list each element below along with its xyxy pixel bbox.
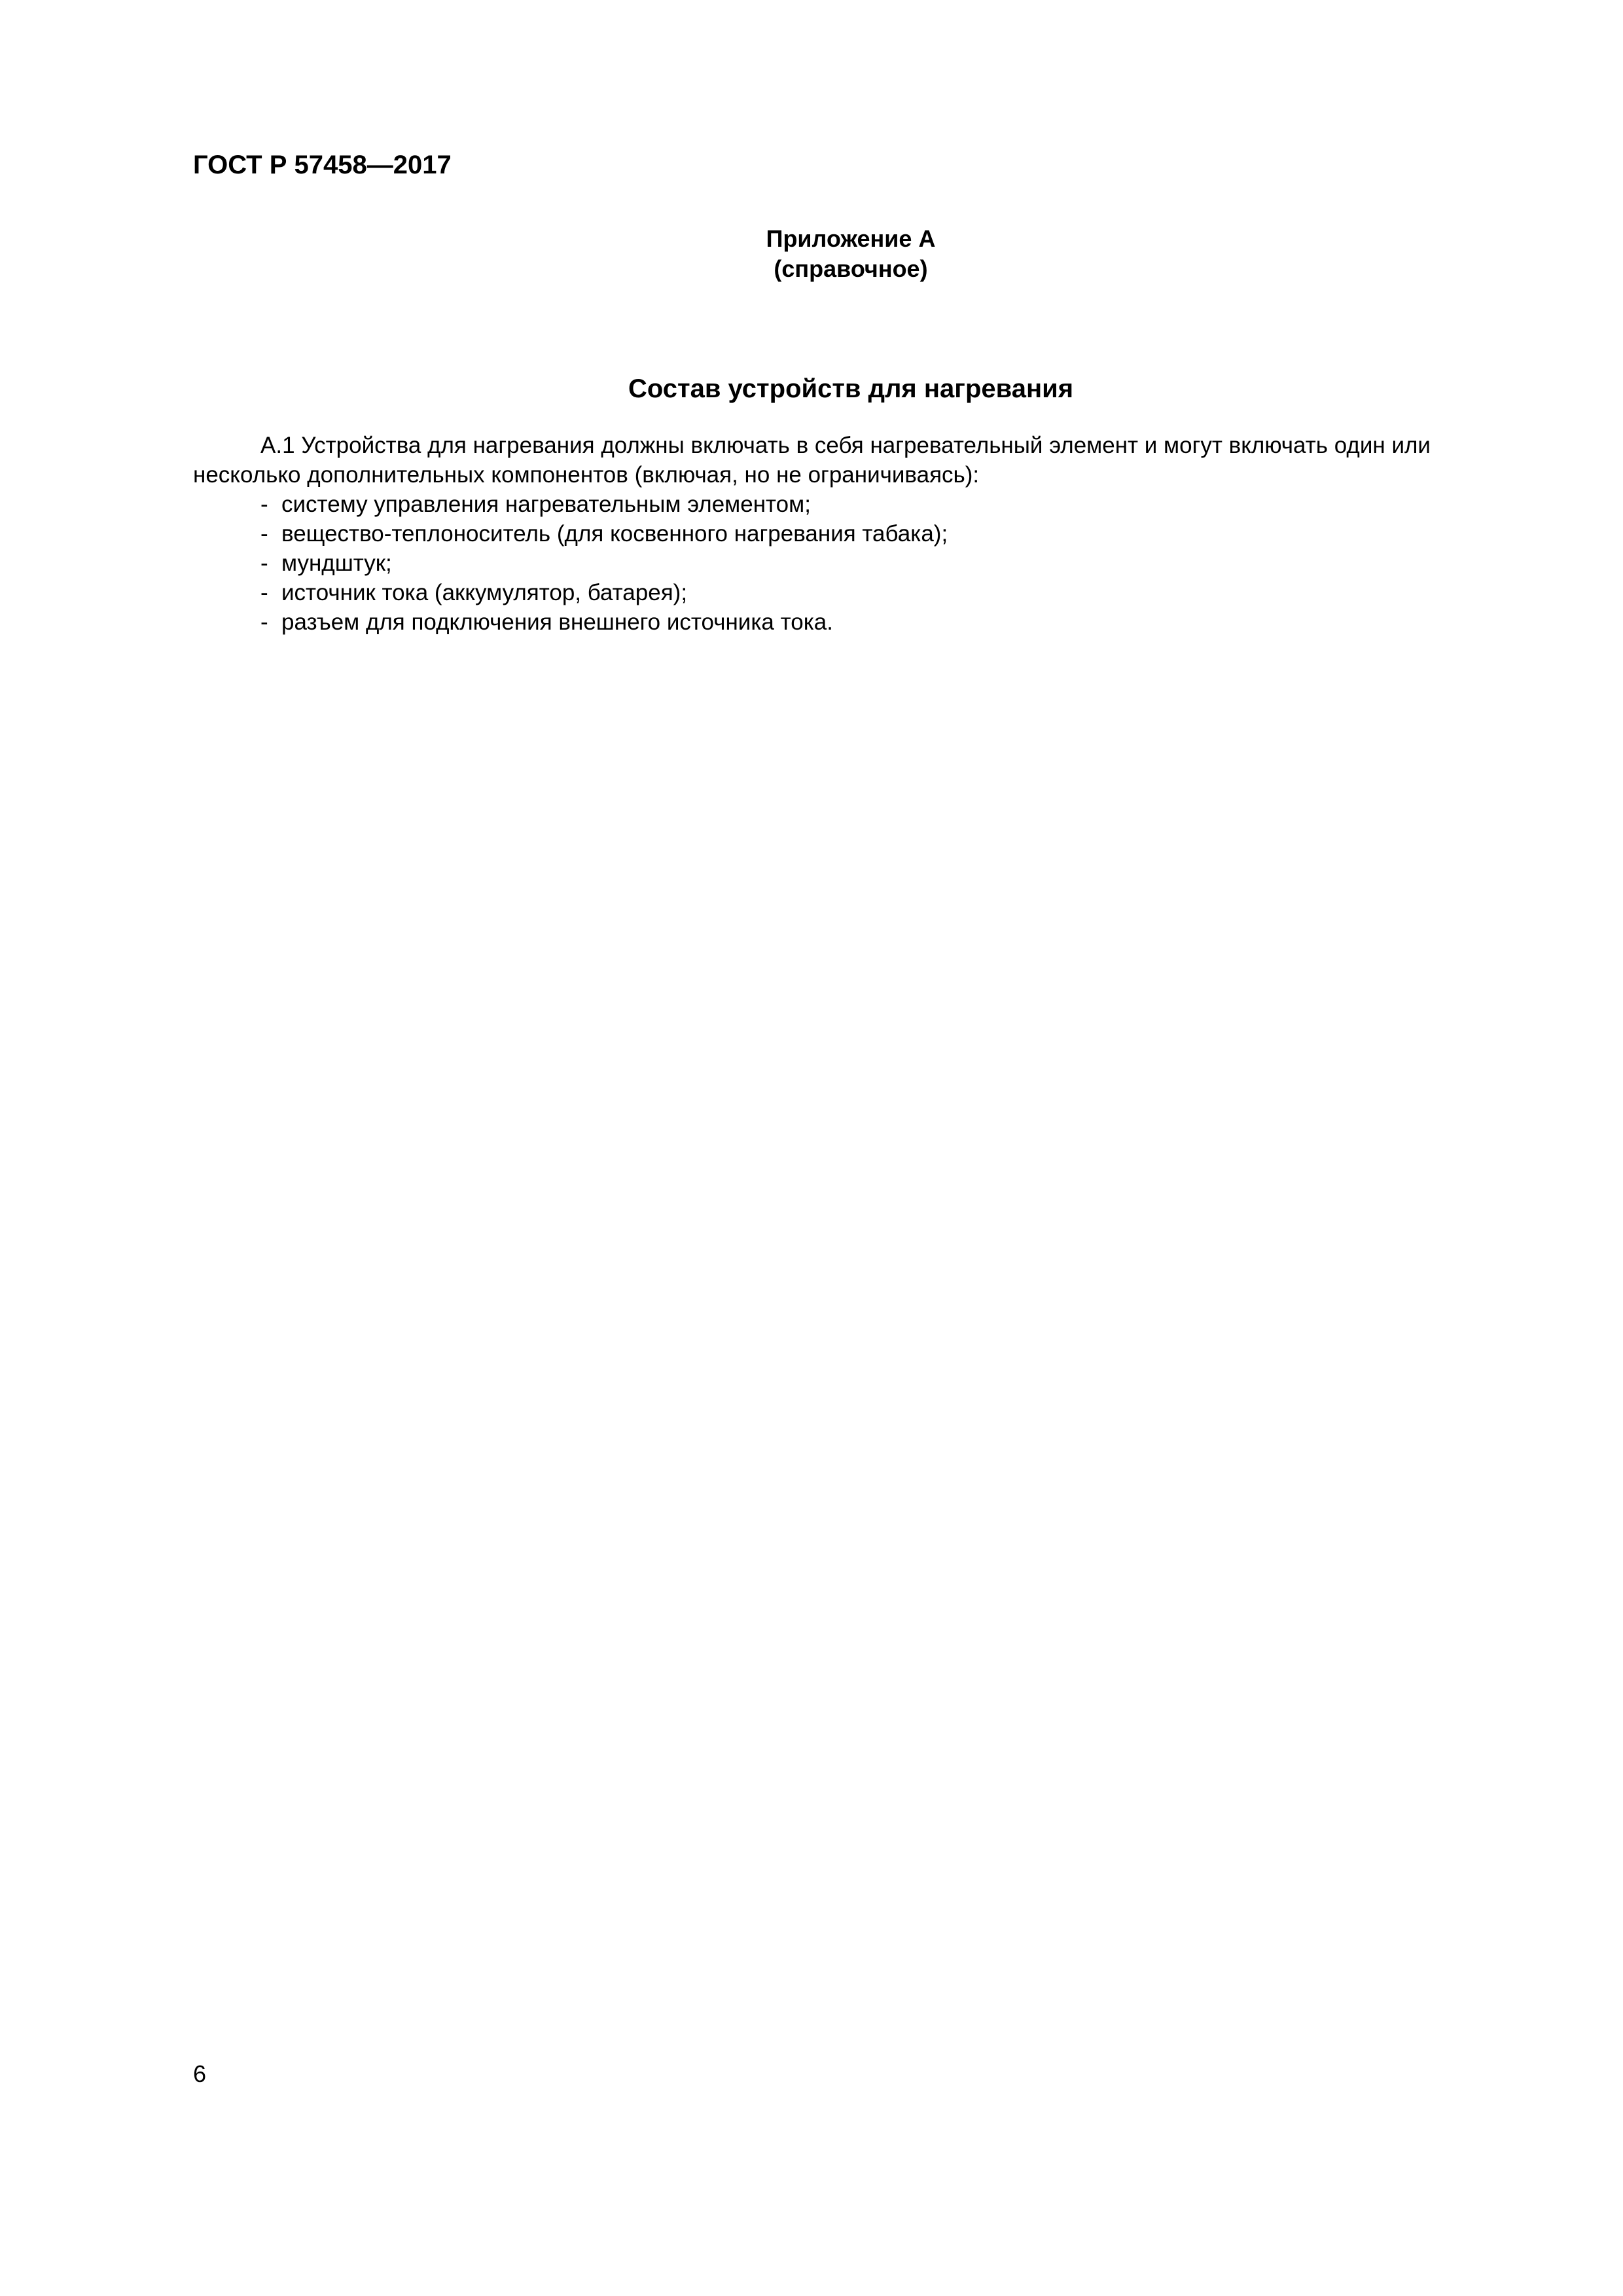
page-number: 6 — [193, 2060, 207, 2087]
list-item-text: источник тока (аккумулятор, батарея); — [281, 580, 688, 605]
appendix-heading — [654, 224, 1047, 284]
list-item-text: разъем для подключения внешнего источника тока. — [281, 609, 833, 635]
list-dash-marker: - — [260, 492, 268, 517]
list-item — [193, 578, 1502, 607]
list-dash-marker: - — [260, 521, 268, 547]
appendix-title: Приложение А — [766, 225, 936, 252]
list-dash-marker: - — [260, 580, 268, 605]
list-item — [193, 519, 1502, 548]
section-title: Состав устройств для нагревания — [628, 374, 1074, 403]
component-list — [193, 490, 1502, 637]
paragraph-line-1: А.1 Устройства для нагревания должны включать в себя нагревательный элемент и могут включать один или — [260, 433, 1431, 458]
list-item-text: мундштук; — [281, 550, 392, 576]
body-text — [193, 431, 1502, 637]
list-dash-marker: - — [260, 609, 268, 635]
standard-designation: ГОСТ Р 57458—2017 — [193, 151, 452, 179]
list-item — [193, 607, 1502, 637]
list-item-text: вещество-теплоноситель (для косвенного нагревания табака); — [281, 521, 948, 547]
list-item — [193, 490, 1502, 519]
paragraph-line-2: несколько дополнительных компонентов (включая, но не ограничиваясь): — [193, 462, 980, 488]
list-item — [193, 548, 1502, 578]
list-item-text: систему управления нагревательным элементом; — [281, 492, 811, 517]
appendix-type: (справочное) — [774, 255, 928, 282]
list-dash-marker: - — [260, 550, 268, 576]
